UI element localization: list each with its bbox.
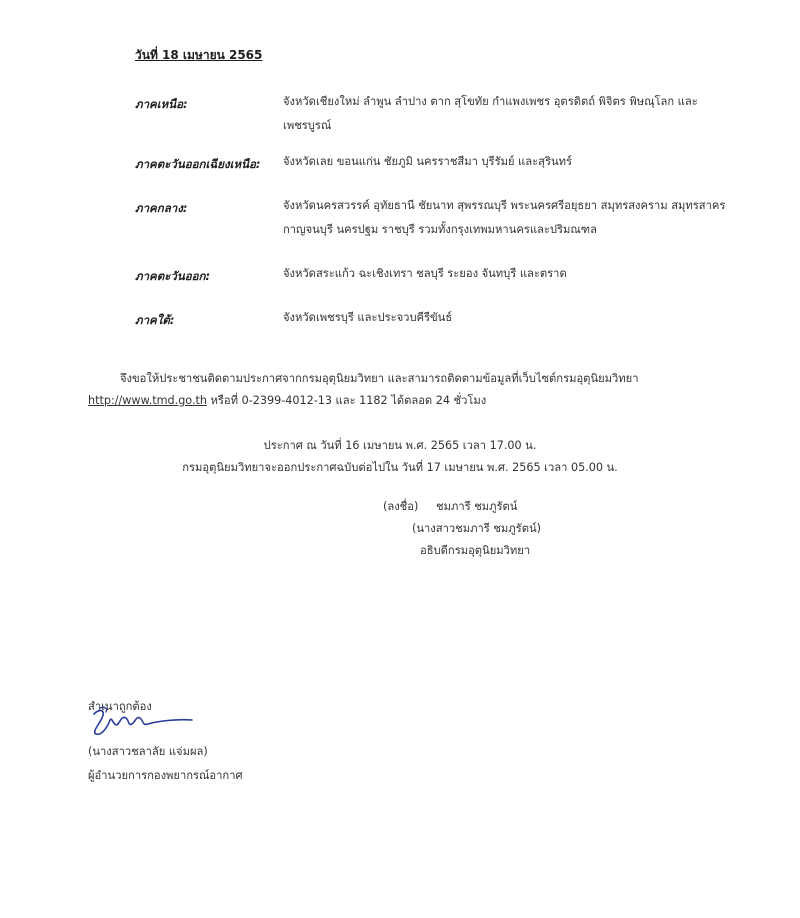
region-provinces: จังหวัดเชียงใหม่ ลำพูน ลำปาง ตาก สุโขทัย กำแพงเพชร อุตรดิตถ์ พิจิตร พิษณุโลก และเพชรบูรณ์	[283, 95, 698, 132]
certified-copy-position: ผู้อำนวยการกองพยากรณ์อากาศ	[88, 769, 243, 782]
certified-copy-name: (นางสาวชลาลัย แจ่มผล)	[88, 745, 208, 758]
region-name: ภาคกลาง:	[135, 201, 188, 215]
region-provinces: จังหวัดเลย ขอนแก่น ชัยภูมิ นครราชสีมา บุรีรัมย์ และสุรินทร์	[283, 155, 573, 168]
region-name: ภาคตะวันออก:	[135, 269, 211, 283]
date-heading: วันที่ 18 เมษายน 2565	[135, 48, 263, 62]
issued-line: ประกาศ ณ วันที่ 16 เมษายน พ.ศ. 2565 เวลา 17.00 น.	[263, 439, 537, 452]
signatory-position: อธิบดีกรมอุตุนิยมวิทยา	[420, 544, 531, 557]
certified-copy-label: สำเนาถูกต้อง	[88, 700, 152, 713]
signatory-full-name: (นางสาวชมภารี ชมภูรัตน์)	[412, 522, 541, 535]
signed-label: (ลงชื่อ)	[383, 500, 419, 513]
region-provinces: จังหวัดเพชรบุรี และประจวบคีรีขันธ์	[283, 311, 453, 324]
handwritten-signature-icon	[86, 704, 196, 740]
notice-contact: หรือที่ 0-2399-4012-13 และ 1182 ได้ตลอด 24 ชั่วโมง	[210, 394, 487, 407]
signed-name: ชมภารี ชมภูรัตน์	[436, 500, 518, 513]
region-provinces: จังหวัดนครสวรรค์ อุทัยธานี ชัยนาท สุพรรณบุรี พระนครศรีอยุธยา สมุทรสงคราม สมุทรสาคร กาญจนบุรี นครปฐม ราชบุรี รวมทั้งกรุงเทพมหานครและปริมณฑล	[283, 199, 726, 236]
region-name: ภาคตะวันออกเฉียงเหนือ:	[135, 157, 261, 171]
region-name: ภาคใต้:	[135, 313, 175, 327]
next-announcement-line: กรมอุตุนิยมวิทยาจะออกประกาศฉบับต่อไปใน วันที่ 17 เมษายน พ.ศ. 2565 เวลา 05.00 น.	[182, 461, 618, 474]
region-provinces: จังหวัดสระแก้ว ฉะเชิงเทรา ชลบุรี ระยอง จันทบุรี และตราด	[283, 267, 567, 280]
region-name: ภาคเหนือ:	[135, 97, 188, 111]
tmd-website-link[interactable]: http://www.tmd.go.th	[88, 394, 207, 407]
notice-paragraph	[88, 368, 728, 412]
notice-text: จึงขอให้ประชาชนติดตามประกาศจากกรมอุตุนิยมวิทยา และสามารถติดตามข้อมูลที่เว็บไซต์กรมอุตุนิยมวิทยา	[120, 372, 639, 385]
